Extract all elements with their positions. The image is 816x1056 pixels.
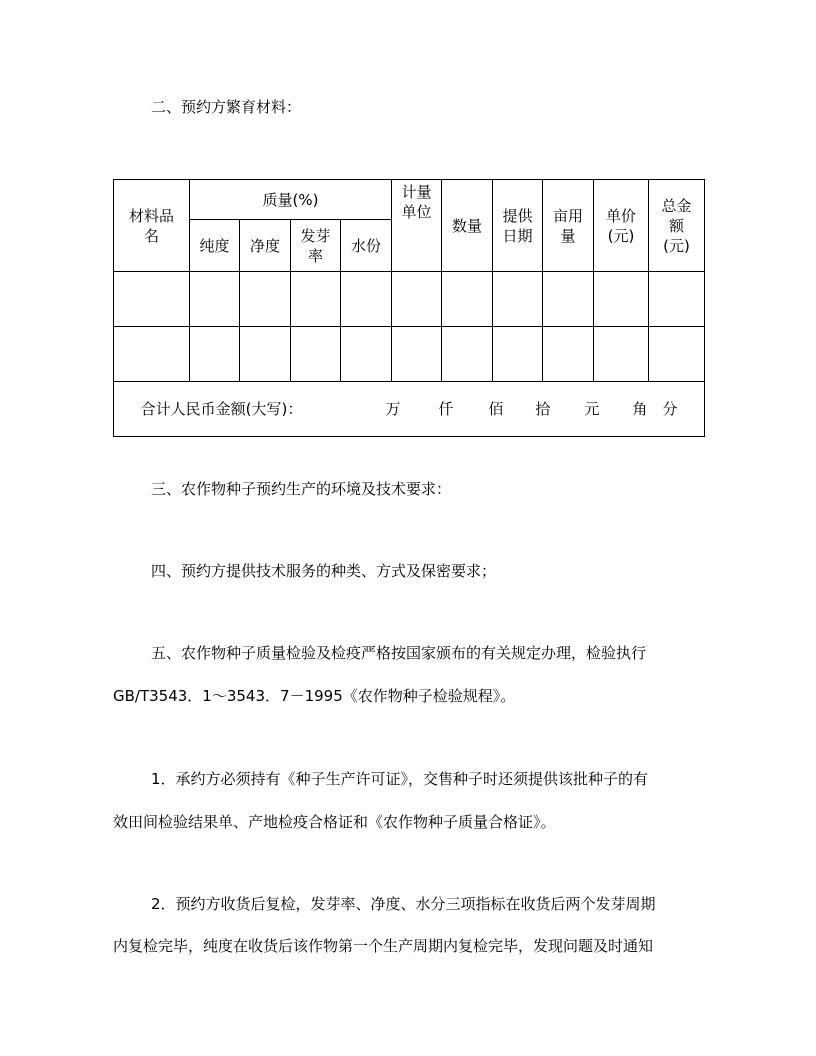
header-total-amount: 总金额(元) [649,180,705,272]
header-quality: 质量(%) [190,180,392,220]
item-2-line-1: 2．预约方收货后复检，发芽率、净度、水分三项指标在收货后两个发芽周期 [151,895,656,913]
header-quantity: 数量 [442,180,493,272]
header-material-name: 材料品名 [114,180,190,272]
total-amount-row [114,382,705,437]
table-row [114,272,705,327]
subheader-purity: 纯度 [190,220,240,272]
unit-yuan: 元 [584,400,600,418]
unit-jiao: 角 [632,400,648,418]
item-1-line-2: 效田间检验结果单、产地检疫合格证和《农作物种子质量合格证》。 [113,813,556,831]
header-per-mu: 亩用量 [543,180,594,272]
section-2-heading: 二、预约方繁育材料： [151,98,302,116]
section-5-line-1: 五、农作物种子质量检验及检疫严格按国家颁布的有关规定办理，检验执行 [151,644,647,662]
unit-shi: 拾 [535,400,551,418]
header-unit-price: 单价(元) [594,180,649,272]
unit-fen: 分 [662,400,678,418]
subheader-cleanliness: 净度 [240,220,291,272]
table-row [114,327,705,382]
item-2-line-2: 内复检完毕，纯度在收货后该作物第一个生产周期内复检完毕，发现问题及时通知 [113,937,654,955]
item-1-line-1: 1．承约方必须持有《种子生产许可证》，交售种子时还须提供该批种子的有 [151,770,649,788]
unit-bai: 佰 [488,400,504,418]
breeding-materials-table [113,179,705,437]
header-supply-date: 提供日期 [493,180,543,272]
total-label: 合计人民币金额(大写)： [140,400,303,418]
section-5-line-2: GB/T3543．1～3543．7－1995《农作物种子检验规程》。 [113,687,516,705]
section-3-heading: 三、农作物种子预约生产的环境及技术要求： [151,480,452,498]
subheader-moisture: 水份 [341,220,392,272]
unit-qian: 仟 [438,400,454,418]
header-unit: 计量单位 [392,180,442,272]
unit-wan: 万 [385,400,401,418]
section-4-heading: 四、预约方提供技术服务的种类、方式及保密要求； [151,562,497,580]
subheader-germination: 发芽率 [291,220,341,272]
